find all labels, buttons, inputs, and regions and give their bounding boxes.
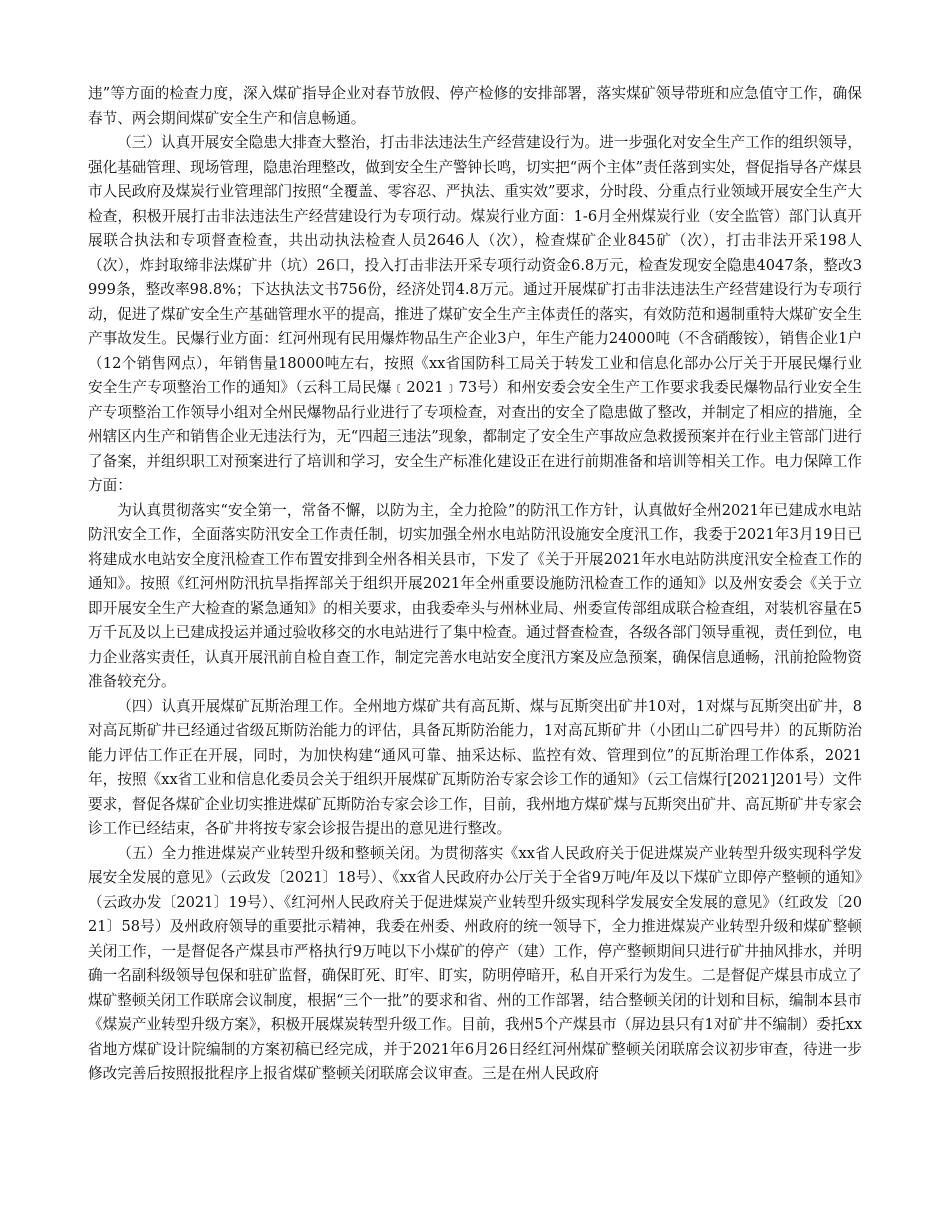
paragraph-coal-transformation: （五）全力推进煤炭产业转型升级和整顿关闭。为贯彻落实《xx省人民政府关于促进煤炭产业转型升级实现科学发展安全发展的意见》（云政发〔2021〕18号）、《xx省人民政府办公厅关于全省9万吨/年及以下煤矿立即停产整顿的通知》（云政办发〔2021〕19号）、《红河州人民政府关于促进煤炭产业转型升级实现科学发展安全发展的意见》（红政发〔2021〕58号）及州政府领导的重要批示精神，我委在州委、州政府的统一领导下，全力推进煤炭产业转型升级和煤矿整顿关闭工作，一是督促各产煤县市严格执行9万吨以下小煤矿的停产（建）工作，停产整顿期间只进行矿井抽风排水，并明确一名副科级领导包保和驻矿监督，确保盯死、盯牢、盯实，防明停暗开，私自开采行为发生。二是督促产煤县市成立了煤矿整顿关闭工作联席会议制度，根据“三个一批”的要求和省、州的工作部署，结合整顿关闭的计划和目标，编制本县市《煤炭产业转型升级方案》，积极开展煤炭转型升级工作。目前，我州5个产煤县市（屏边县只有1对矿井不编制）委托xx省地方煤矿设计院编制的方案初稿已经完成，并于2021年6月26日经红河州煤矿整顿关闭联席会议初步审查，待进一步修改完善后按照报批程序上报省煤矿整顿关闭联席会议审查。三是在州人民政府 [88, 844, 862, 1082]
document-body [88, 82, 862, 1087]
paragraph-gas-control: （四）认真开展煤矿瓦斯治理工作。全州地方煤矿共有高瓦斯、煤与瓦斯突出矿井10对，1对煤与瓦斯突出矿井，8对高瓦斯矿井已经通过省级瓦斯防治能力的评估，具备瓦斯防治能力，1对高瓦斯矿井（小团山二矿四号井）的瓦斯防治能力评估工作正在开展，同时，为加快构建“通风可靠、抽采达标、监控有效、管理到位”的瓦斯治理工作体系，2021年，按照《xx省工业和信息化委员会关于组织开展煤矿瓦斯防治专家会诊工作的通知》（云工信煤行[2021]201号）文件要求，督促各煤矿企业切实推进煤矿瓦斯防治专家会诊工作，目前，我州地方煤矿煤与瓦斯突出矿井、高瓦斯矿井专家会诊工作已经结束，各矿井将按专家会诊报告提出的意见进行整改。 [88, 697, 862, 837]
paragraph-continuation: 违”等方面的检查力度，深入煤矿指导企业对春节放假、停产检修的安排部署，落实煤矿领导带班和应急值守工作，确保春节、两会期间煤矿安全生产和信息畅通。 [88, 85, 862, 127]
paragraph-hazard-inspection: （三）认真开展安全隐患大排查大整治，打击非法违法生产经营建设行为。进一步强化对安全生产工作的组织领导，强化基础管理、现场管理，隐患治理整改，做到安全生产警钟长鸣，切实把“两个主体”责任落到实处，督促指导各产煤县市人民政府及煤炭行业管理部门按照“全覆盖、零容忍、严执法、重实效”要求，分时段、分重点行业领域开展安全生产大检查，积极开展打击非法违法生产经营建设行为专项行动。煤炭行业方面：1-6月全州煤炭行业（安全监管）部门认真开展联合执法和专项督查检查，共出动执法检查人员2646人（次），检查煤矿企业845矿（次），打击非法开采198人（次），炸封取缔非法煤矿井（坑）26口，投入打击非法开采专项行动资金6.8万元，检查发现安全隐患4047条，整改3999条，整改率98.8%；下达执法文书756份，经济处罚4.8万元。通过开展煤矿打击非法违法生产经营建设行为专项行动，促进了煤矿安全生产基础管理水平的提高，推进了煤矿安全生产主体责任的落实，有效防范和遏制重特大煤矿安全生产事故发生。民爆行业方面：红河州现有民用爆炸物品生产企业3户，年生产能力24000吨（不含硝酸铵），销售企业1户（12个销售网点），年销售量18000吨左右，按照《xx省国防科工局关于转发工业和信息化部办公厅关于开展民爆行业安全生产专项整治工作的通知》（云科工局民爆﹝2021﹞73号）和州安委会安全生产工作要求我委民爆物品行业安全生产专项整治工作领导小组对全州民爆物品行业进行了专项检查，对查出的安全了隐患做了整改，并制定了相应的措施，全州辖区内生产和销售企业无违法行为，无“四超三违法”现象，都制定了安全生产事故应急救援预案并在行业主管部门进行了备案，并组织职工对预案进行了培训和学习，安全生产标准化建设正在进行前期准备和培训等相关工作。电力保障工作方面： [88, 134, 862, 494]
paragraph-flood-safety: 为认真贯彻落实“安全第一，常备不懈，以防为主，全力抢险”的防汛工作方针，认真做好全州2021年已建成水电站防汛安全工作，全面落实防汛安全工作责任制，切实加强全州水电站防汛设施安全度汛工作，我委于2021年3月19日已将建成水电站安全度汛检查工作布置安排到全州各相关县市，下发了《关于开展2021年水电站防洪度汛安全检查工作的通知》。按照《红河州防汛抗旱指挥部关于组织开展2021年全州重要设施防汛检查工作的通知》以及州安委会《关于立即开展安全生产大检查的紧急通知》的相关要求，由我委牵头与州林业局、州委宣传部组成联合检查组，对装机容量在5万千瓦及以上已建成投运并通过验收移交的水电站进行了集中检查。通过督查检查，各级各部门领导重视，责任到位，电力企业落实责任，认真开展汛前自检自查工作，制定完善水电站安全度汛方案及应急预案，确保信息通畅，汛前抢险物资准备较充分。 [88, 501, 862, 690]
